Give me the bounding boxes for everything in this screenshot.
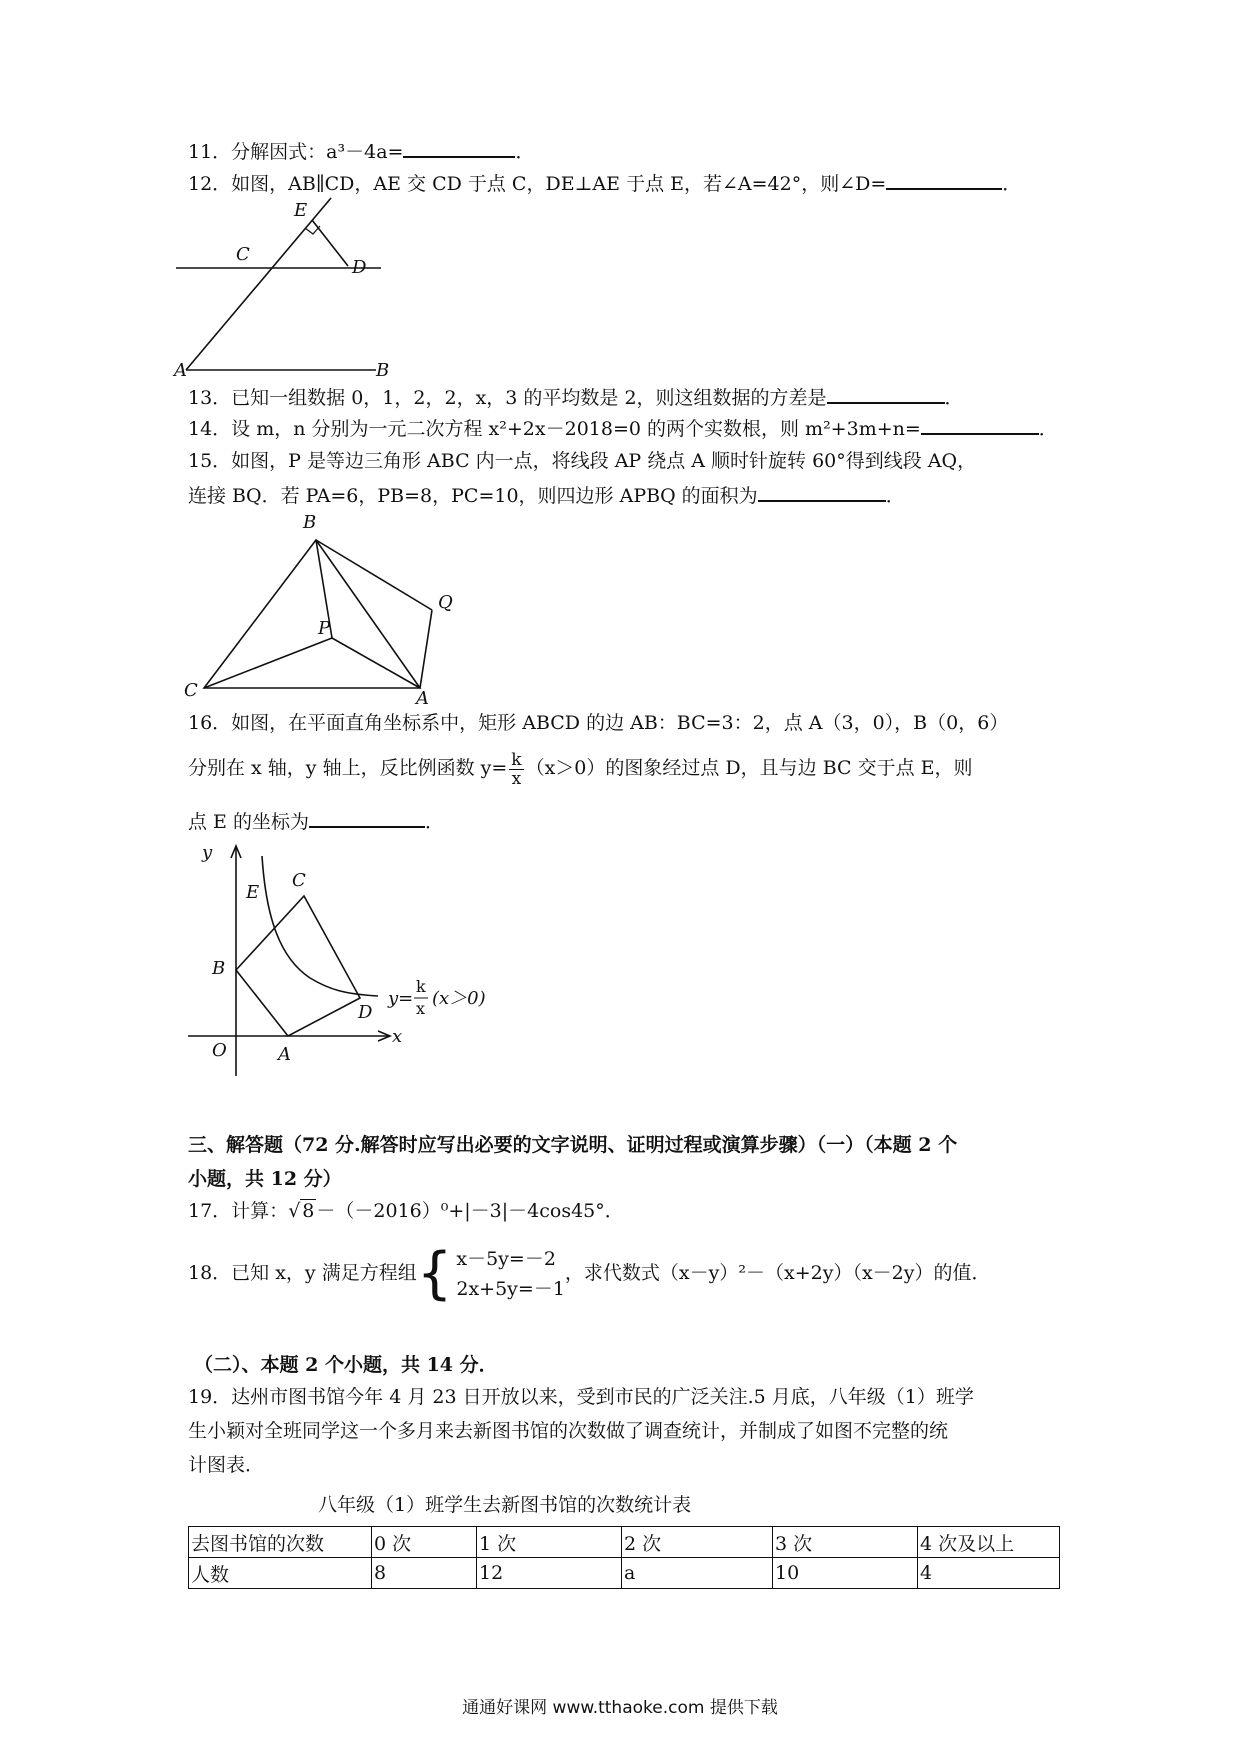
question-19-line-1: 19．达州市图书馆今年 4 月 23 日开放以来，受到市民的广泛关注.5 月底，八年级（1）班学 [188,1386,974,1408]
segment-qa [420,610,432,688]
square-root: √ 8 [288,1200,315,1222]
line-ae [186,198,331,370]
question-14-text: 14．设 m，n 分别为一元二次方程 x²+2x－2018=0 的两个实数根，则 m²+3m+n= [188,418,921,440]
table-cell: 12 [477,1558,622,1589]
triangle-abc [204,540,420,688]
label-b: B [376,360,390,381]
function-label-numerator: k [416,977,426,996]
figure-15 [180,508,470,708]
brace-icon: { [416,1241,453,1306]
table-cell: 2 次 [622,1527,773,1558]
table-caption: 八年级（1）班学生去新图书馆的次数统计表 [318,1494,692,1516]
radical-sign-icon: √ [288,1200,301,1222]
section-3-heading-line-1: 三、解答题（72 分.解答时应写出必要的文字说明、证明过程或演算步骤）（一）（本题 2 个 [188,1134,958,1156]
label-o: O [212,1040,227,1061]
question-13: 13．已知一组数据 0，1，2，2，x，3 的平均数是 2，则这组数据的方差是 ． [188,382,964,411]
label-p: P [318,618,331,639]
label-b: B [212,958,226,979]
label-c: C [292,870,306,891]
statistics-table [188,1526,1060,1589]
label-a: A [278,1044,291,1065]
label-c: C [236,244,250,265]
question-15-line-1: 15．如图，P 是等边三角形 ABC 内一点，将线段 AP 绕点 A 顺时针旋转 60°得到线段 AQ， [188,450,977,472]
table-cell: 3 次 [773,1527,918,1558]
table-header-row [189,1527,1060,1558]
label-a: A [174,360,187,381]
question-13-text: 13．已知一组数据 0，1，2，2，x，3 的平均数是 2，则这组数据的方差是 [188,387,827,409]
label-e: E [294,200,308,221]
question-15-line-2: 连接 BQ．若 PA=6，PB=8，PC=10，则四边形 APBQ 的面积为 ． [188,480,905,509]
table-cell: a [622,1558,773,1589]
label-d: D [358,1002,373,1023]
question-16-line-3: 点 E 的坐标为 ． [188,806,444,835]
label-c: C [184,680,198,701]
question-12: 12．如图，AB∥CD，AE 交 CD 于点 C，DE⊥AE 于点 E，若∠A=42°，则∠D= ． [188,168,1021,197]
table-cell: 8 [372,1558,477,1589]
question-17: 17．计算：√ 8 －（－2016）⁰+|－3|－4cos45°． [188,1196,624,1226]
figure-12 [174,198,436,381]
label-y: y [202,842,213,863]
question-18: 18．已知 x，y 满足方程组 { x－5y=－2 2x+5y=－1 ，求代数式（x－y）²－（x+2y）（x－2y）的值． [188,1241,991,1306]
fraction-k-over-x: $\frac{k}{x}$ [511,749,522,789]
question-11: 11．分解因式：a³－4a= ． [188,136,534,165]
answer-blank [827,382,945,404]
question-16-line-1: 16．如图，在平面直角坐标系中，矩形 ABCD 的边 AB：BC=3：2，点 A（3，0），B（0，6） [188,712,1009,734]
label-x: x [392,1026,403,1047]
label-a: A [416,688,429,709]
answer-blank [886,168,1002,190]
table-cell: 0 次 [372,1527,477,1558]
equation-system: { x－5y=－2 2x+5y=－1 [416,1241,565,1306]
section-3-heading-line-2: 小题，共 12 分） [188,1168,342,1190]
segment-bq [316,540,432,610]
label-b: B [303,512,317,533]
question-12-text: 12．如图，AB∥CD，AE 交 CD 于点 C，DE⊥AE 于点 E，若∠A=42°，则∠D= [188,173,887,195]
page-footer: 通通好课网 www.tthaoke.com 提供下载 [462,1698,778,1718]
section-2-heading: （二）、本题 2 个小题，共 14 分． [194,1354,498,1376]
question-19-line-3: 计图表． [188,1454,265,1476]
function-label-condition: (x＞0) [432,988,486,1009]
line-de [312,220,348,266]
label-q: Q [438,592,453,613]
question-16-line-2: 分别在 x 轴，y 轴上，反比例函数 y= $\frac{k}{x}$ （x＞0）的图象经过点 D，且与边 BC 交于点 E，则 [188,749,973,789]
question-11-text: 11．分解因式：a³－4a= [188,141,404,163]
answer-blank [921,413,1039,435]
answer-blank [309,806,425,828]
rectangle-abcd [236,896,360,1036]
figure-16 [180,838,520,1088]
function-label-prefix: y= [388,988,414,1009]
table-cell: 4 次及以上 [918,1527,1060,1558]
table-cell: 4 [918,1558,1060,1589]
table-cell: 10 [773,1558,918,1589]
question-14: 14．设 m，n 分别为一元二次方程 x²+2x－2018=0 的两个实数根，则 m²+3m+n= ． [188,413,1058,442]
function-label-denominator: x [416,999,426,1018]
question-19-line-2: 生小颖对全班同学这一个多月来去新图书馆的次数做了调查统计，并制成了如图不完整的统 [188,1420,949,1442]
segment-pa [332,638,420,688]
label-e: E [246,882,260,903]
label-d: D [352,257,367,278]
table-cell: 人数 [189,1558,372,1589]
answer-blank [403,136,515,158]
table-cell: 去图书馆的次数 [189,1527,372,1558]
table-row [189,1558,1060,1589]
answer-blank [758,480,886,502]
table-cell: 1 次 [477,1527,622,1558]
